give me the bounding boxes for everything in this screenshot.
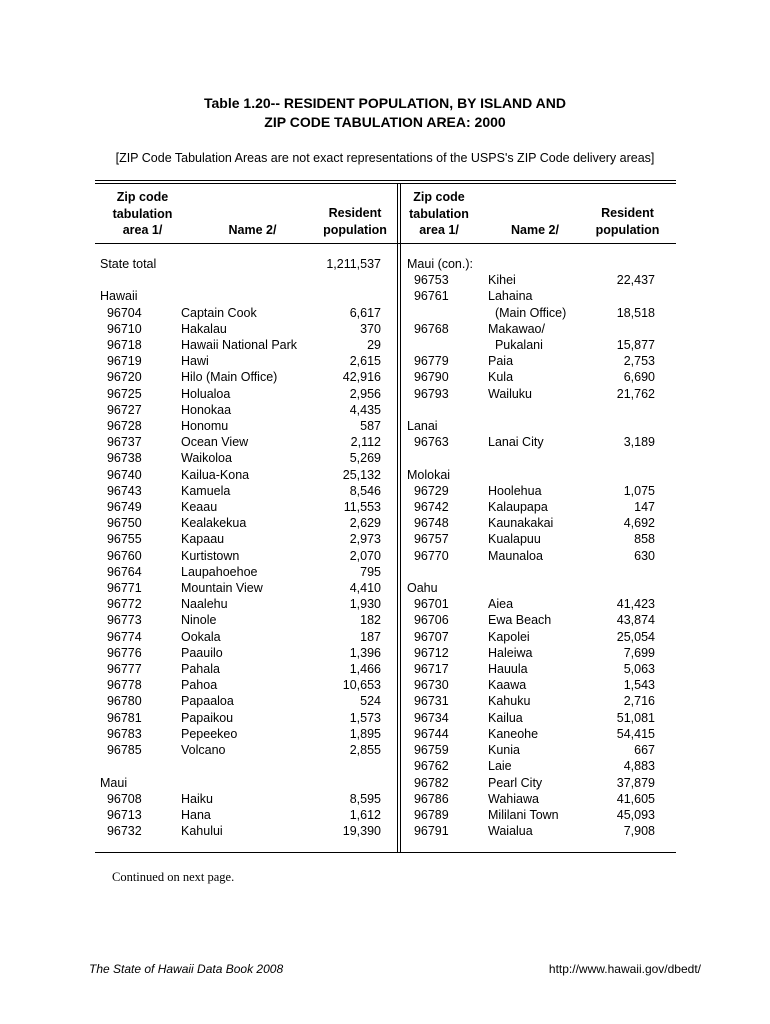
right-row-28-name: Kailua xyxy=(488,710,523,725)
right-row-26-pop: 1,543 xyxy=(623,678,655,693)
left-row-12-zip: 96738 xyxy=(100,451,142,466)
left-row-24-zip: 96776 xyxy=(100,645,142,660)
right-row-8-zip: 96793 xyxy=(407,386,449,401)
right-row-5-zip xyxy=(407,337,487,353)
left-row-5-name: Hawaii National Park xyxy=(181,338,298,353)
left-row-1-zip xyxy=(100,272,180,288)
right-row-10-pop xyxy=(580,418,655,434)
right-row-16-name: Kaunakakai xyxy=(488,516,554,531)
left-row-23-zip: 96774 xyxy=(100,629,142,644)
left-row-3-pop: 6,617 xyxy=(349,305,381,320)
left-row-11-pop: 2,112 xyxy=(350,435,381,450)
left-row-34-name: Hana xyxy=(181,807,211,822)
left-row-18-zip: 96760 xyxy=(100,548,142,563)
left-row-27-name: Papaaloa xyxy=(181,694,234,709)
right-row-34-pop: 45,093 xyxy=(616,807,655,822)
left-zip-column xyxy=(100,256,180,839)
left-row-18-name: Kurtistown xyxy=(181,548,240,563)
title-line-2: ZIP CODE TABULATION AREA: 2000 xyxy=(264,114,506,130)
right-row-1-pop: 22,437 xyxy=(616,273,655,288)
right-row-14-zip: 96729 xyxy=(407,483,449,498)
right-row-22-pop: 43,874 xyxy=(616,613,655,628)
left-row-16-pop: 2,629 xyxy=(349,516,381,531)
right-row-19-name xyxy=(488,564,588,580)
right-row-12-name xyxy=(488,450,588,466)
left-row-17-name: Kapaau xyxy=(181,532,225,547)
left-row-34-zip: 96713 xyxy=(100,807,142,822)
header-zip-left: Zip code tabulation area 1/ xyxy=(112,190,173,237)
right-row-3-zip xyxy=(407,305,487,321)
left-row-26-pop: 10,653 xyxy=(342,678,381,693)
right-row-0-pop xyxy=(580,256,655,272)
continued-note: Continued on next page. xyxy=(112,870,235,884)
table-title xyxy=(0,94,770,132)
right-row-26-name: Kaawa xyxy=(488,678,527,693)
right-row-27-name: Kahuku xyxy=(488,694,531,709)
left-row-27-pop: 524 xyxy=(360,694,381,709)
right-row-0-name xyxy=(488,256,588,272)
left-row-25-pop: 1,466 xyxy=(349,662,381,677)
right-row-30-zip: 96759 xyxy=(407,743,449,758)
right-row-20-pop xyxy=(580,580,655,596)
right-row-6-pop: 2,753 xyxy=(623,354,655,369)
right-row-24-name: Haleiwa xyxy=(488,645,533,660)
right-row-1-name: Kihei xyxy=(488,273,516,288)
left-row-0-zip: State total xyxy=(100,257,157,271)
right-row-29-zip: 96744 xyxy=(407,726,449,741)
left-row-23-pop: 187 xyxy=(360,629,381,644)
left-row-0-pop: 1,211,537 xyxy=(326,257,381,271)
right-row-2-name: Lahaina xyxy=(488,289,533,304)
left-row-10-name: Honomu xyxy=(181,419,229,434)
left-row-32-zip: Maui xyxy=(100,775,128,790)
right-row-20-name xyxy=(488,580,588,596)
right-row-30-name: Kunia xyxy=(488,743,520,758)
right-row-17-zip: 96757 xyxy=(407,532,449,547)
left-row-31-pop xyxy=(300,758,381,774)
right-row-32-zip: 96782 xyxy=(407,775,449,790)
left-row-13-pop: 25,132 xyxy=(342,467,381,482)
right-row-3-pop: 18,518 xyxy=(616,305,655,320)
left-row-2-name xyxy=(181,288,316,304)
header-pop-left: Resident population xyxy=(323,206,387,237)
right-row-0-zip: Maui (con.): xyxy=(407,257,473,271)
left-row-12-pop: 5,269 xyxy=(349,451,381,466)
left-row-9-pop: 4,435 xyxy=(349,402,381,417)
right-zip-column xyxy=(407,256,487,839)
left-row-22-pop: 182 xyxy=(360,613,381,628)
left-row-29-name: Pepeekeo xyxy=(181,726,238,741)
right-row-4-name: Makawao/ xyxy=(488,321,545,336)
right-row-22-name: Ewa Beach xyxy=(488,613,552,628)
right-row-35-name: Waialua xyxy=(488,824,533,839)
right-row-25-name: Hauula xyxy=(488,662,528,677)
left-row-8-name: Holualoa xyxy=(181,386,231,401)
left-row-33-pop: 8,595 xyxy=(349,791,381,806)
right-row-8-name: Wailuku xyxy=(488,386,532,401)
right-row-27-zip: 96731 xyxy=(407,694,449,709)
right-row-30-pop: 667 xyxy=(634,743,655,758)
right-row-34-name: Mililani Town xyxy=(488,807,559,822)
left-row-19-pop: 795 xyxy=(360,564,381,579)
left-row-22-zip: 96773 xyxy=(100,613,142,628)
right-row-25-pop: 5,063 xyxy=(623,662,655,677)
left-row-22-name: Ninole xyxy=(181,613,217,628)
right-row-29-pop: 54,415 xyxy=(616,726,655,741)
left-row-35-pop: 19,390 xyxy=(342,824,381,839)
left-row-7-pop: 42,916 xyxy=(342,370,381,385)
left-row-32-name xyxy=(181,775,316,791)
left-row-30-name: Volcano xyxy=(181,743,226,758)
right-row-29-name: Kaneohe xyxy=(488,726,539,741)
right-row-22-zip: 96706 xyxy=(407,613,449,628)
left-row-9-name: Honokaa xyxy=(181,402,232,417)
right-row-15-name: Kalaupapa xyxy=(488,500,548,515)
left-row-17-zip: 96755 xyxy=(100,532,142,547)
right-population-column xyxy=(580,256,655,839)
right-row-20-zip: Oahu xyxy=(407,581,438,596)
left-row-26-zip: 96778 xyxy=(100,678,142,693)
left-row-15-name: Keaau xyxy=(181,500,218,515)
right-row-4-zip: 96768 xyxy=(407,321,449,336)
left-row-21-zip: 96772 xyxy=(100,597,142,612)
left-row-5-pop: 29 xyxy=(367,338,381,353)
left-row-25-name: Pahala xyxy=(181,662,220,677)
left-row-0-name xyxy=(181,256,316,272)
left-row-21-pop: 1,930 xyxy=(349,597,381,612)
left-row-29-zip: 96783 xyxy=(100,726,142,741)
right-row-23-pop: 25,054 xyxy=(616,629,655,644)
header-pop-right: Resident population xyxy=(595,206,660,237)
left-row-24-name: Paauilo xyxy=(181,645,223,660)
right-row-15-pop: 147 xyxy=(634,500,655,515)
left-row-4-pop: 370 xyxy=(360,321,381,336)
top-rule-1 xyxy=(95,180,676,181)
right-row-28-zip: 96734 xyxy=(407,710,449,725)
left-row-10-zip: 96728 xyxy=(100,419,142,434)
right-row-35-zip: 96791 xyxy=(407,824,449,839)
right-row-6-name: Paia xyxy=(488,354,514,369)
right-row-3-name: (Main Office) xyxy=(488,305,567,320)
right-row-26-zip: 96730 xyxy=(407,678,449,693)
left-row-30-zip: 96785 xyxy=(100,743,142,758)
left-row-7-zip: 96720 xyxy=(100,370,142,385)
left-row-20-pop: 4,410 xyxy=(349,581,381,596)
left-row-28-name: Papaikou xyxy=(181,710,234,725)
left-row-26-name: Pahoa xyxy=(181,678,218,693)
right-row-13-pop xyxy=(580,467,655,483)
right-name-column xyxy=(488,256,588,839)
right-row-12-pop xyxy=(580,450,655,466)
right-row-33-name: Wahiawa xyxy=(488,791,539,806)
left-row-29-pop: 1,895 xyxy=(349,726,381,741)
left-row-10-pop: 587 xyxy=(360,419,381,434)
right-row-16-zip: 96748 xyxy=(407,516,449,531)
left-row-4-zip: 96710 xyxy=(100,321,142,336)
left-row-2-pop xyxy=(300,288,381,304)
left-row-33-zip: 96708 xyxy=(100,791,142,806)
left-row-28-zip: 96781 xyxy=(100,710,142,725)
left-row-27-zip: 96780 xyxy=(100,694,142,709)
right-row-8-pop: 21,762 xyxy=(616,386,655,401)
left-row-9-zip: 96727 xyxy=(100,402,142,417)
right-row-23-zip: 96707 xyxy=(407,629,449,644)
right-row-6-zip: 96779 xyxy=(407,354,449,369)
left-row-34-pop: 1,612 xyxy=(349,807,381,822)
left-row-19-zip: 96764 xyxy=(100,564,142,579)
right-row-34-zip: 96789 xyxy=(407,807,449,822)
left-row-14-pop: 8,546 xyxy=(349,483,381,498)
left-row-8-zip: 96725 xyxy=(100,386,142,401)
right-row-9-pop xyxy=(580,402,655,418)
left-row-21-name: Naalehu xyxy=(181,597,228,612)
left-name-column xyxy=(181,256,316,839)
right-row-14-pop: 1,075 xyxy=(623,483,655,498)
left-row-14-name: Kamuela xyxy=(181,483,231,498)
right-row-13-zip: Molokai xyxy=(407,467,451,482)
right-row-31-pop: 4,883 xyxy=(623,759,655,774)
right-row-21-pop: 41,423 xyxy=(616,597,655,612)
right-row-15-zip: 96742 xyxy=(407,500,449,515)
left-row-7-name: Hilo (Main Office) xyxy=(181,370,278,385)
right-row-18-pop: 630 xyxy=(634,548,655,563)
right-row-24-zip: 96712 xyxy=(407,645,449,660)
right-row-19-pop xyxy=(580,564,655,580)
right-row-24-pop: 7,699 xyxy=(623,645,655,660)
right-row-32-name: Pearl City xyxy=(488,775,543,790)
bottom-rule xyxy=(95,852,676,853)
right-row-25-zip: 96717 xyxy=(407,662,449,677)
right-row-19-zip xyxy=(407,564,487,580)
footer-url: http://www.hawaii.gov/dbedt/ xyxy=(548,962,701,976)
left-row-28-pop: 1,573 xyxy=(349,710,381,725)
left-row-15-zip: 96749 xyxy=(100,500,142,515)
right-row-9-zip xyxy=(407,402,487,418)
right-row-2-zip: 96761 xyxy=(407,289,449,304)
left-row-11-zip: 96737 xyxy=(100,435,142,450)
left-row-15-pop: 11,553 xyxy=(343,500,381,515)
left-row-31-zip xyxy=(100,758,180,774)
right-row-17-name: Kualapuu xyxy=(488,532,541,547)
right-row-31-name: Laie xyxy=(488,759,512,774)
left-row-16-name: Kealakekua xyxy=(181,516,247,531)
right-row-33-pop: 41,605 xyxy=(616,791,655,806)
left-row-1-pop xyxy=(300,272,381,288)
left-row-4-name: Hakalau xyxy=(181,321,227,336)
left-row-25-zip: 96777 xyxy=(100,662,142,677)
right-row-10-zip: Lanai xyxy=(407,419,438,434)
right-row-14-name: Hoolehua xyxy=(488,483,542,498)
right-row-23-name: Kapolei xyxy=(488,629,530,644)
left-row-6-pop: 2,615 xyxy=(349,354,381,369)
title-line-1: Table 1.20-- RESIDENT POPULATION, BY ISLAND AND xyxy=(204,95,566,111)
right-row-18-name: Maunaloa xyxy=(488,548,543,563)
header-zip-right: Zip code tabulation area 1/ xyxy=(409,190,469,237)
footer-source: The State of Hawaii Data Book 2008 xyxy=(89,962,284,976)
right-row-12-zip xyxy=(407,450,487,466)
right-row-28-pop: 51,081 xyxy=(616,710,655,725)
left-row-31-name xyxy=(181,758,316,774)
left-row-23-name: Ookala xyxy=(181,629,221,644)
left-row-14-zip: 96743 xyxy=(100,483,142,498)
left-row-19-name: Laupahoehoe xyxy=(181,564,258,579)
table-subtitle: [ZIP Code Tabulation Areas are not exact representations of the USPS's ZIP Code delivery areas] xyxy=(115,151,655,165)
left-row-2-zip: Hawaii xyxy=(100,289,138,304)
right-row-2-pop xyxy=(580,288,655,304)
right-row-4-pop xyxy=(580,321,655,337)
right-row-16-pop: 4,692 xyxy=(623,516,655,531)
left-row-33-name: Haiku xyxy=(181,791,213,806)
right-row-17-pop: 858 xyxy=(634,532,655,547)
right-row-18-zip: 96770 xyxy=(407,548,449,563)
right-row-1-zip: 96753 xyxy=(407,273,449,288)
right-row-5-pop: 15,877 xyxy=(616,338,655,353)
right-row-31-zip: 96762 xyxy=(407,759,449,774)
left-row-11-name: Ocean View xyxy=(181,435,249,450)
right-row-35-pop: 7,908 xyxy=(623,824,655,839)
right-row-11-zip: 96763 xyxy=(407,435,449,450)
right-row-11-pop: 3,189 xyxy=(623,435,655,450)
right-row-11-name: Lanai City xyxy=(488,435,544,450)
left-row-18-pop: 2,070 xyxy=(349,548,381,563)
left-row-30-pop: 2,855 xyxy=(349,743,381,758)
left-row-3-zip: 96704 xyxy=(100,305,142,320)
right-row-21-name: Aiea xyxy=(488,597,514,612)
left-row-32-pop xyxy=(300,775,381,791)
header-rule xyxy=(95,243,676,244)
left-row-5-zip: 96718 xyxy=(100,338,142,353)
left-row-8-pop: 2,956 xyxy=(349,386,381,401)
left-row-20-name: Mountain View xyxy=(181,581,263,596)
right-row-5-name: Pukalani xyxy=(488,338,543,353)
left-row-35-name: Kahului xyxy=(181,824,223,839)
left-row-13-zip: 96740 xyxy=(100,467,142,482)
left-row-12-name: Waikoloa xyxy=(181,451,232,466)
left-row-1-name xyxy=(181,272,316,288)
left-row-16-zip: 96750 xyxy=(100,516,142,531)
top-rule-2 xyxy=(95,183,676,184)
right-row-7-pop: 6,690 xyxy=(623,370,655,385)
right-row-7-name: Kula xyxy=(488,370,514,385)
right-row-10-name xyxy=(488,418,588,434)
right-row-13-name xyxy=(488,467,588,483)
right-row-32-pop: 37,879 xyxy=(616,775,655,790)
left-row-17-pop: 2,973 xyxy=(349,532,381,547)
left-row-24-pop: 1,396 xyxy=(349,645,381,660)
left-row-13-name: Kailua-Kona xyxy=(181,467,250,482)
right-row-7-zip: 96790 xyxy=(407,370,449,385)
center-divider-2 xyxy=(400,183,401,852)
left-row-6-name: Hawi xyxy=(181,354,209,369)
header-name-right: Name 2/ xyxy=(511,223,559,237)
right-row-27-pop: 2,716 xyxy=(623,694,655,709)
right-row-9-name xyxy=(488,402,588,418)
left-row-35-zip: 96732 xyxy=(100,824,142,839)
center-divider xyxy=(397,183,398,852)
header-name-left: Name 2/ xyxy=(228,223,277,237)
right-row-33-zip: 96786 xyxy=(407,791,449,806)
left-row-6-zip: 96719 xyxy=(100,354,142,369)
left-row-3-name: Captain Cook xyxy=(181,305,257,320)
left-population-column xyxy=(300,256,381,839)
right-row-21-zip: 96701 xyxy=(407,597,449,612)
left-row-20-zip: 96771 xyxy=(100,581,142,596)
